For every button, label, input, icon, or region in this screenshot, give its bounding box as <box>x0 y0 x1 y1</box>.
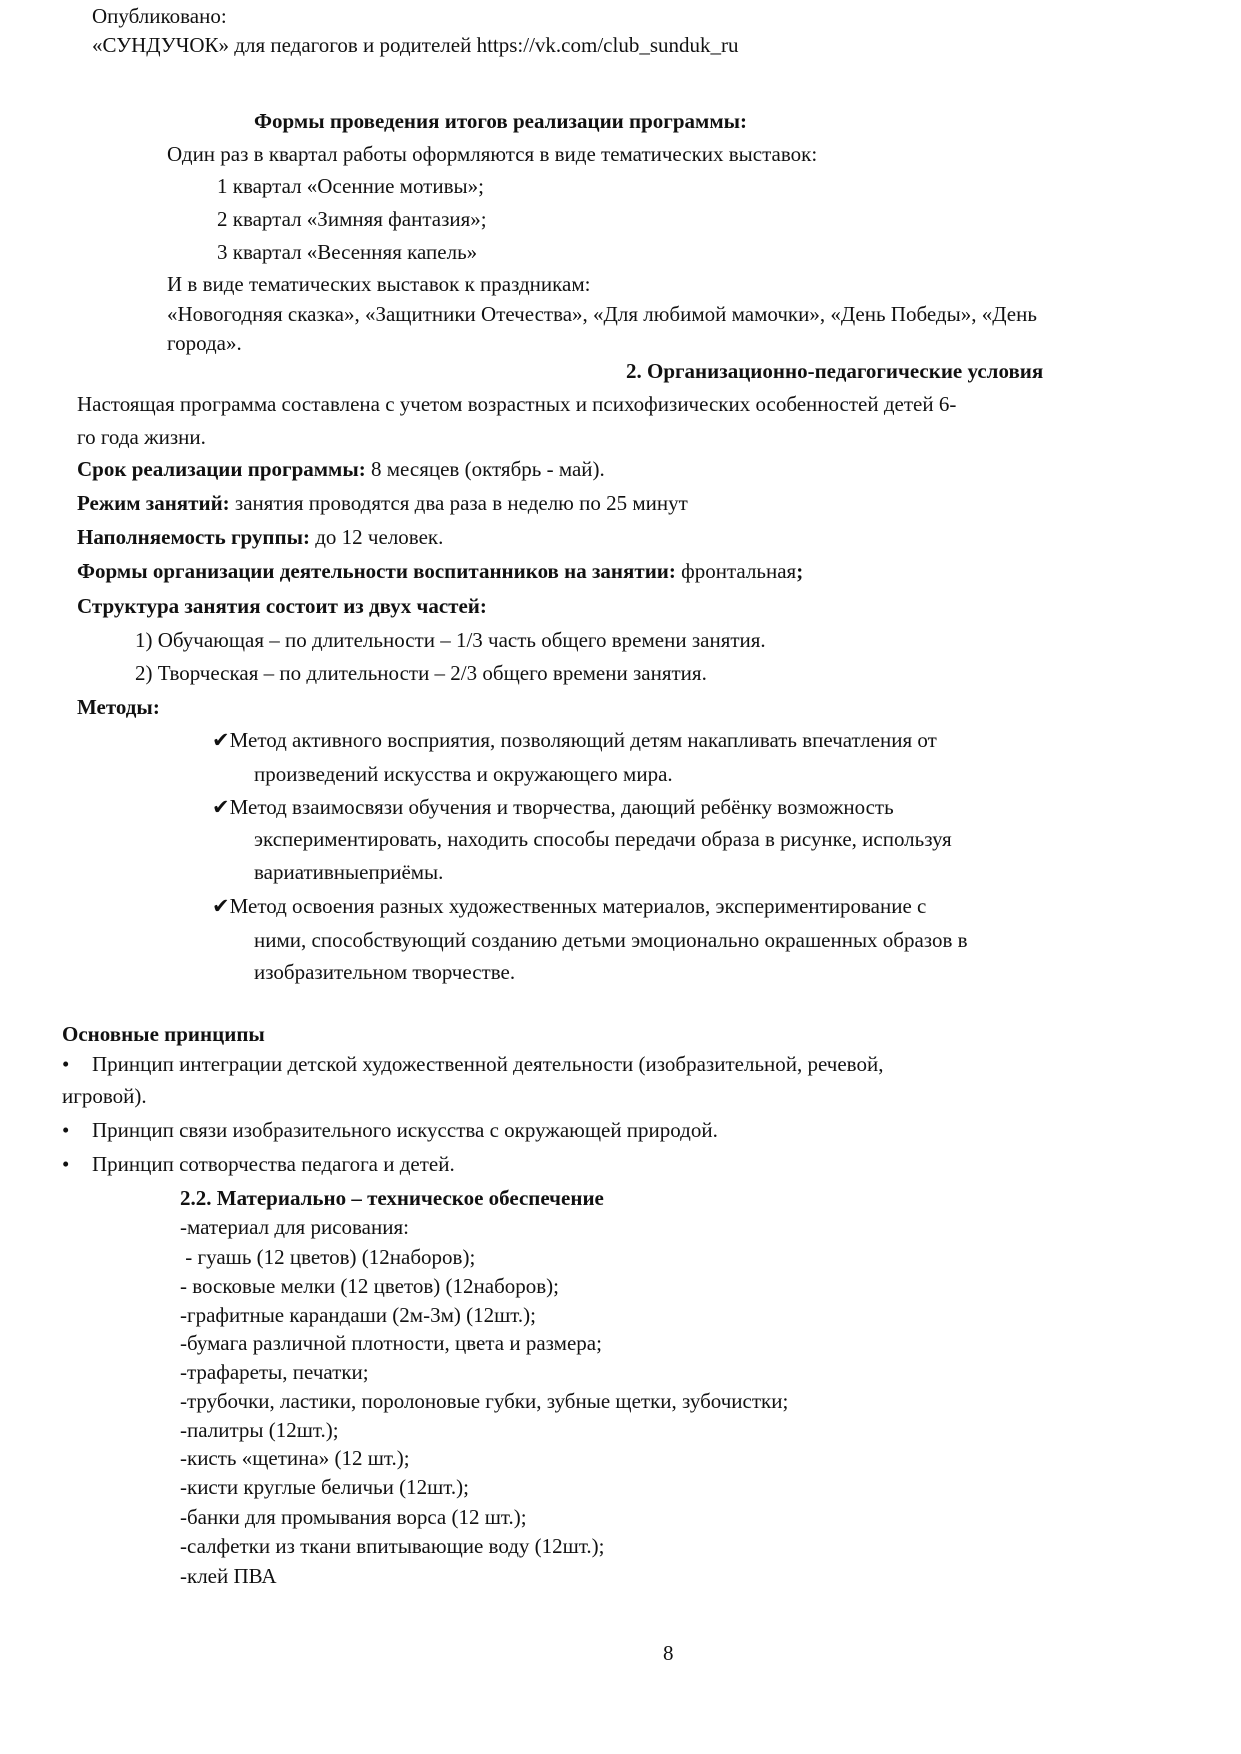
method-text: произведений искусства и окружающего мира. <box>254 762 673 786</box>
mode-line <box>77 490 688 516</box>
check-icon: ✔ <box>212 795 230 819</box>
method-text: Метод активного восприятия, позволяющий детям накапливать впечатления от <box>229 728 937 752</box>
holidays-intro: И в виде тематических выставок к праздникам: <box>167 272 591 296</box>
method-text: ними, способствующий созданию детьми эмоционально окрашенных образов в <box>254 928 968 952</box>
page-number: 8 <box>663 1641 674 1665</box>
structure-label: Структура занятия состоит из двух частей: <box>77 594 487 618</box>
method-text: Метод освоения разных художественных материалов, экспериментирование с <box>229 894 927 918</box>
material-item: -графитные карандаши (2м-3м) (12шт.); <box>180 1303 536 1327</box>
forms-line <box>77 558 803 584</box>
material-item: -палитры (12шт.); <box>180 1418 339 1442</box>
structure-item: 1) Обучающая – по длительности – 1/3 часть общего времени занятия. <box>135 628 766 652</box>
conditions-intro: Настоящая программа составлена с учетом возрастных и психофизических особенностей детей 6- <box>77 392 957 416</box>
term-label: Срок реализации программы: <box>77 457 366 481</box>
material-item: - гуашь (12 цветов) (12наборов); <box>180 1245 476 1269</box>
term-line <box>77 456 605 482</box>
conditions-intro: го года жизни. <box>77 425 206 449</box>
holidays-line: города». <box>167 331 242 355</box>
quarter-item: 2 квартал «Зимняя фантазия»; <box>217 207 487 231</box>
principle-text: Принцип связи изобразительного искусства с окружающей природой. <box>92 1118 718 1142</box>
group-line <box>77 524 443 550</box>
forms-value: фронтальная <box>675 559 797 583</box>
check-icon: ✔ <box>212 894 230 918</box>
material-item: -салфетки из ткани впитывающие воду (12шт.); <box>180 1534 605 1558</box>
group-value: до 12 человек. <box>310 525 444 549</box>
materials-heading: 2.2. Материально – техническое обеспечение <box>180 1186 604 1210</box>
method-item <box>212 893 926 919</box>
method-text: изобразительном творчестве. <box>254 960 516 984</box>
material-item: -трафареты, печатки; <box>180 1360 369 1384</box>
material-item: -бумага различной плотности, цвета и размера; <box>180 1331 602 1355</box>
bullet-icon: • <box>62 1052 70 1076</box>
method-item <box>212 794 894 820</box>
results-heading: Формы проведения итогов реализации программы: <box>254 109 748 133</box>
quarter-item: 1 квартал «Осенние мотивы»; <box>217 174 484 198</box>
method-item <box>212 727 937 753</box>
principle-text: Принцип сотворчества педагога и детей. <box>92 1152 455 1176</box>
material-item: -кисти круглые беличьи (12шт.); <box>180 1475 469 1499</box>
method-text: вариативныеприёмы. <box>254 860 444 884</box>
material-item: -клей ПВА <box>180 1564 277 1588</box>
methods-label: Методы: <box>77 695 160 719</box>
holidays-line: «Новогодняя сказка», «Защитники Отечества», «Для любимой мамочки», «День Победы», «День <box>167 302 1037 326</box>
material-item: -кисть «щетина» (12 шт.); <box>180 1446 410 1470</box>
forms-label: Формы организации деятельности воспитанников на занятии: <box>77 559 676 583</box>
material-item: -трубочки, ластики, поролоновые губки, зубные щетки, зубочистки; <box>180 1389 789 1413</box>
principle-text: Принцип интеграции детской художественной деятельности (изобразительной, речевой, <box>92 1052 884 1076</box>
results-intro: Один раз в квартал работы оформляются в виде тематических выставок: <box>167 142 818 166</box>
principle-item <box>62 1117 718 1143</box>
structure-item: 2) Творческая – по длительности – 2/3 общего времени занятия. <box>135 661 707 685</box>
term-value: 8 месяцев (октябрь - май). <box>365 457 605 481</box>
principles-heading: Основные принципы <box>62 1022 265 1046</box>
mode-value: занятия проводятся два раза в неделю по 25 минут <box>229 491 688 515</box>
published-label: Опубликовано: <box>92 4 227 28</box>
principle-text: игровой). <box>62 1084 147 1108</box>
material-item: - восковые мелки (12 цветов) (12наборов); <box>180 1274 560 1298</box>
method-text: экспериментировать, находить способы передачи образа в рисунке, используя <box>254 827 952 851</box>
source-line: «СУНДУЧОК» для педагогов и родителей https://vk.com/club_sunduk_ru <box>92 33 739 57</box>
bullet-icon: • <box>62 1152 70 1176</box>
material-item: -материал для рисования: <box>180 1215 409 1239</box>
bullet-icon: • <box>62 1118 70 1142</box>
quarter-item: 3 квартал «Весенняя капель» <box>217 240 478 264</box>
conditions-heading: 2. Организационно-педагогические условия <box>626 359 1044 383</box>
principle-item <box>62 1051 883 1077</box>
group-label: Наполняемость группы: <box>77 525 310 549</box>
mode-label: Режим занятий: <box>77 491 230 515</box>
principle-item <box>62 1151 455 1177</box>
material-item: -банки для промывания ворса (12 шт.); <box>180 1505 527 1529</box>
forms-end: ; <box>796 559 804 583</box>
check-icon: ✔ <box>212 728 230 752</box>
method-text: Метод взаимосвязи обучения и творчества, дающий ребёнку возможность <box>229 795 894 819</box>
